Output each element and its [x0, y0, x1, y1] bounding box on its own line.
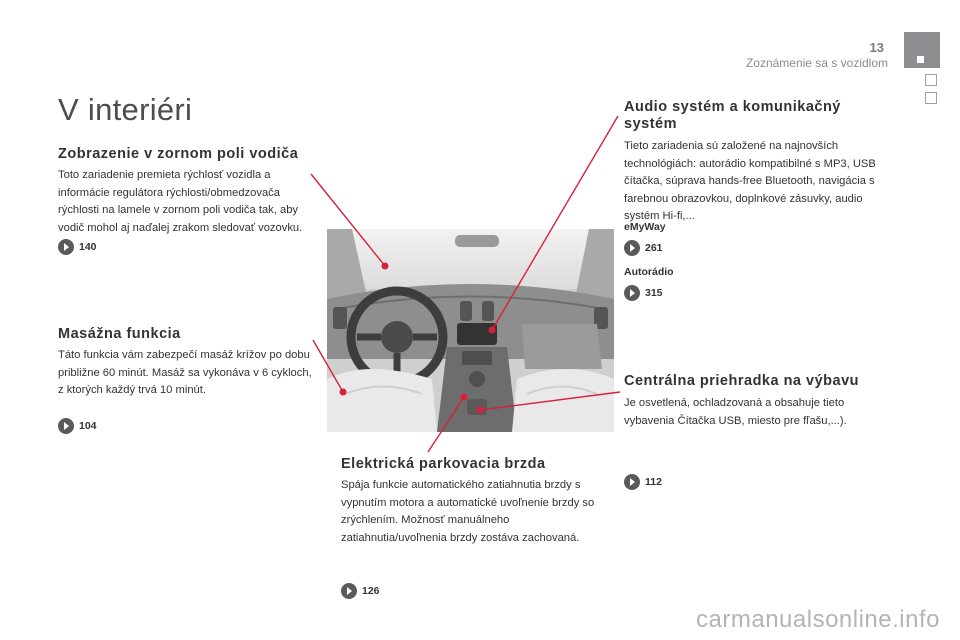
- callout-line-parking-brake: [428, 397, 464, 452]
- section-text-hud: Toto zariadenie premieta rýchlosť vozidla a informácie regulátora rýchlosti/obmedzovača rýchlosti na lamele v zornom poli vodiča tak, aby vodič mohol aj naďalej zrakom sledovať vozovku.: [58, 169, 303, 234]
- callout-dot-audio: [489, 327, 496, 334]
- page-ref-number: 261: [645, 242, 663, 254]
- callout-dot-massage: [340, 389, 347, 396]
- callout-dot-storage: [477, 407, 484, 414]
- chapter-title: Zoznámenie sa s vozidlom: [745, 56, 888, 70]
- section-text-parking-brake: Spája funkcie automatického zatiahnutia brzdy s vypnutím motora a automatické uvoľnenie brzdy so zrýchlením. Možnosť manuálneho zatiahnutia/uvoľnenia brzdy zostáva zachovaná.: [341, 479, 595, 544]
- section-heading-massage: Masážna funkcia: [58, 326, 181, 342]
- page-title: V interiéri: [58, 92, 193, 127]
- section-heading-hud: Zobrazenie v zornom poli vodiča: [58, 146, 299, 162]
- page-ref-number: 140: [79, 241, 97, 253]
- callout-line-audio: [492, 116, 618, 330]
- page-number: 13: [869, 40, 884, 55]
- subheading-emyway: eMyWay: [624, 221, 666, 233]
- watermark: carmanualsonline.info: [696, 606, 940, 633]
- callout-line-massage: [313, 340, 343, 392]
- callout-line-storage: [480, 392, 620, 410]
- section-text-audio: Tieto zariadenia sú založené na najnovších technológiách: autorádio kompatibilné s MP3, USB čítačka, súprava hands-free Bluetooth, navigácia s farebnou obrazovkou, doplnkové zásuvky, audio systém Hi-fi,...: [624, 140, 876, 222]
- section-heading-parking-brake: Elektrická parkovacia brzda: [341, 456, 546, 472]
- page-ref-number: 112: [645, 476, 662, 488]
- section-heading-storage: Centrálna priehradka na výbavu: [624, 373, 859, 389]
- callout-line-hud: [311, 174, 385, 266]
- section-heading-audio: Audio systém a komunikačný systém: [624, 99, 841, 132]
- section-text-storage: Je osvetlená, ochladzovaná a obsahuje tieto vybavenia Čítačka USB, miesto pre fľašu,...).: [624, 397, 847, 427]
- callout-dot-hud: [382, 263, 389, 270]
- page-ref-number: 315: [645, 287, 663, 299]
- subheading-autoradio: Autorádio: [624, 266, 674, 278]
- section-text-massage: Táto funkcia vám zabezpečí masáž krížov po dobu približne 60 minút. Masáž sa vykonáva v 6 cykloch, z ktorých každý trvá 10 minút.: [58, 349, 312, 396]
- page-ref-number: 104: [79, 420, 97, 432]
- callout-dot-parking-brake: [461, 394, 468, 401]
- page-ref-number: 126: [362, 585, 380, 597]
